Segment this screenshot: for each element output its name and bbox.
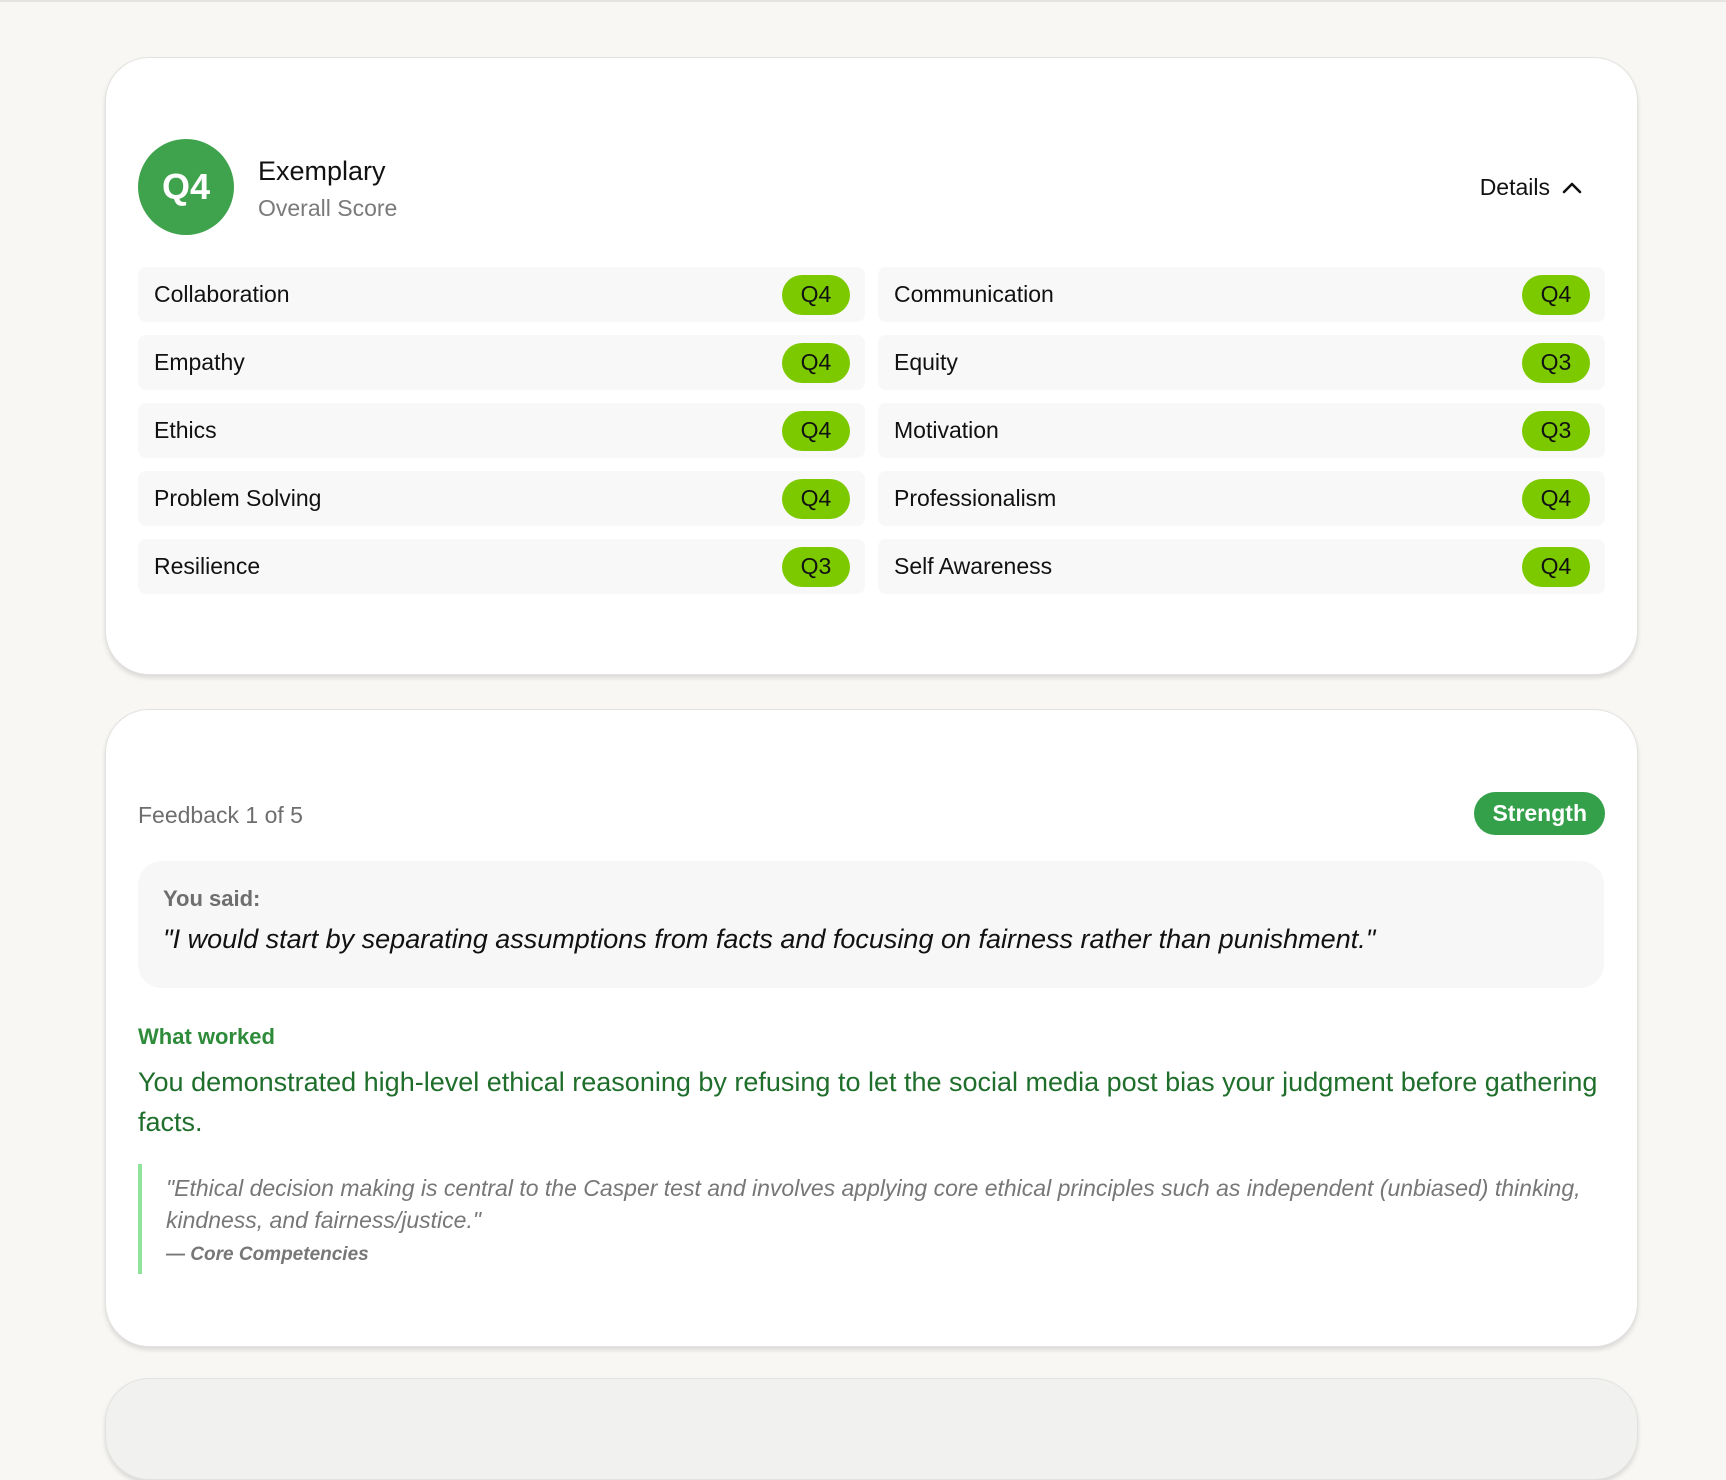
details-label: Details <box>1479 174 1550 200</box>
competency-label: Ethics <box>154 417 217 443</box>
reference-source: — Core Competencies <box>166 1244 369 1265</box>
competency-row <box>138 335 865 390</box>
competency-label: Communication <box>894 281 1054 307</box>
score-card <box>105 57 1638 675</box>
competency-row <box>878 403 1605 458</box>
competency-row <box>878 335 1605 390</box>
overall-title: Exemplary <box>258 156 386 186</box>
competency-row <box>878 471 1605 526</box>
strength-badge: Strength <box>1474 792 1605 835</box>
you-said-label: You said: <box>163 886 261 911</box>
competency-label: Motivation <box>894 417 999 443</box>
what-worked-label: What worked <box>138 1024 275 1049</box>
competency-score-badge: Q4 <box>782 479 850 519</box>
competency-score-badge: Q4 <box>782 275 850 315</box>
competency-row <box>138 539 865 594</box>
competency-score-badge: Q4 <box>782 343 850 383</box>
competency-row <box>138 471 865 526</box>
feedback-card <box>105 709 1638 1347</box>
competency-score-badge: Q4 <box>782 411 850 451</box>
competency-label: Problem Solving <box>154 485 322 511</box>
competency-label: Equity <box>894 349 958 375</box>
next-card <box>105 1378 1638 1480</box>
competency-row <box>878 539 1605 594</box>
details-toggle-button[interactable] <box>1480 174 1582 201</box>
you-said-box <box>138 861 1604 988</box>
competency-score-badge: Q3 <box>1522 343 1590 383</box>
competency-row <box>878 267 1605 322</box>
competency-score-badge: Q3 <box>782 547 850 587</box>
competency-label: Resilience <box>154 553 261 579</box>
reference-blockquote <box>138 1164 1606 1274</box>
overall-score-circle: Q4 <box>138 139 234 235</box>
reference-text: "Ethical decision making is central to the Casper test and involves applying core ethical principles such as independent (unbiased) thinking, kindness, and fairness/justice." <box>166 1175 1581 1233</box>
competency-row <box>138 403 865 458</box>
competency-score-badge: Q4 <box>1522 547 1590 587</box>
competency-label: Self Awareness <box>894 553 1053 579</box>
competency-label: Collaboration <box>154 281 290 307</box>
competency-label: Professionalism <box>894 485 1057 511</box>
competency-grid <box>138 267 1605 594</box>
competency-label: Empathy <box>154 349 245 375</box>
feedback-counter: Feedback 1 of 5 <box>138 802 303 828</box>
what-worked-text: You demonstrated high-level ethical reasoning by refusing to let the social media post bias your judgment before gathering facts. <box>138 1067 1598 1137</box>
competency-score-badge: Q4 <box>1522 479 1590 519</box>
overall-subtitle: Overall Score <box>258 195 398 221</box>
competency-score-badge: Q4 <box>1522 275 1590 315</box>
you-said-quote: "I would start by separating assumptions from facts and focusing on fairness rather than punishment." <box>163 924 1376 954</box>
competency-row <box>138 267 865 322</box>
competency-score-badge: Q3 <box>1522 411 1590 451</box>
chevron-up-icon <box>1562 181 1582 195</box>
